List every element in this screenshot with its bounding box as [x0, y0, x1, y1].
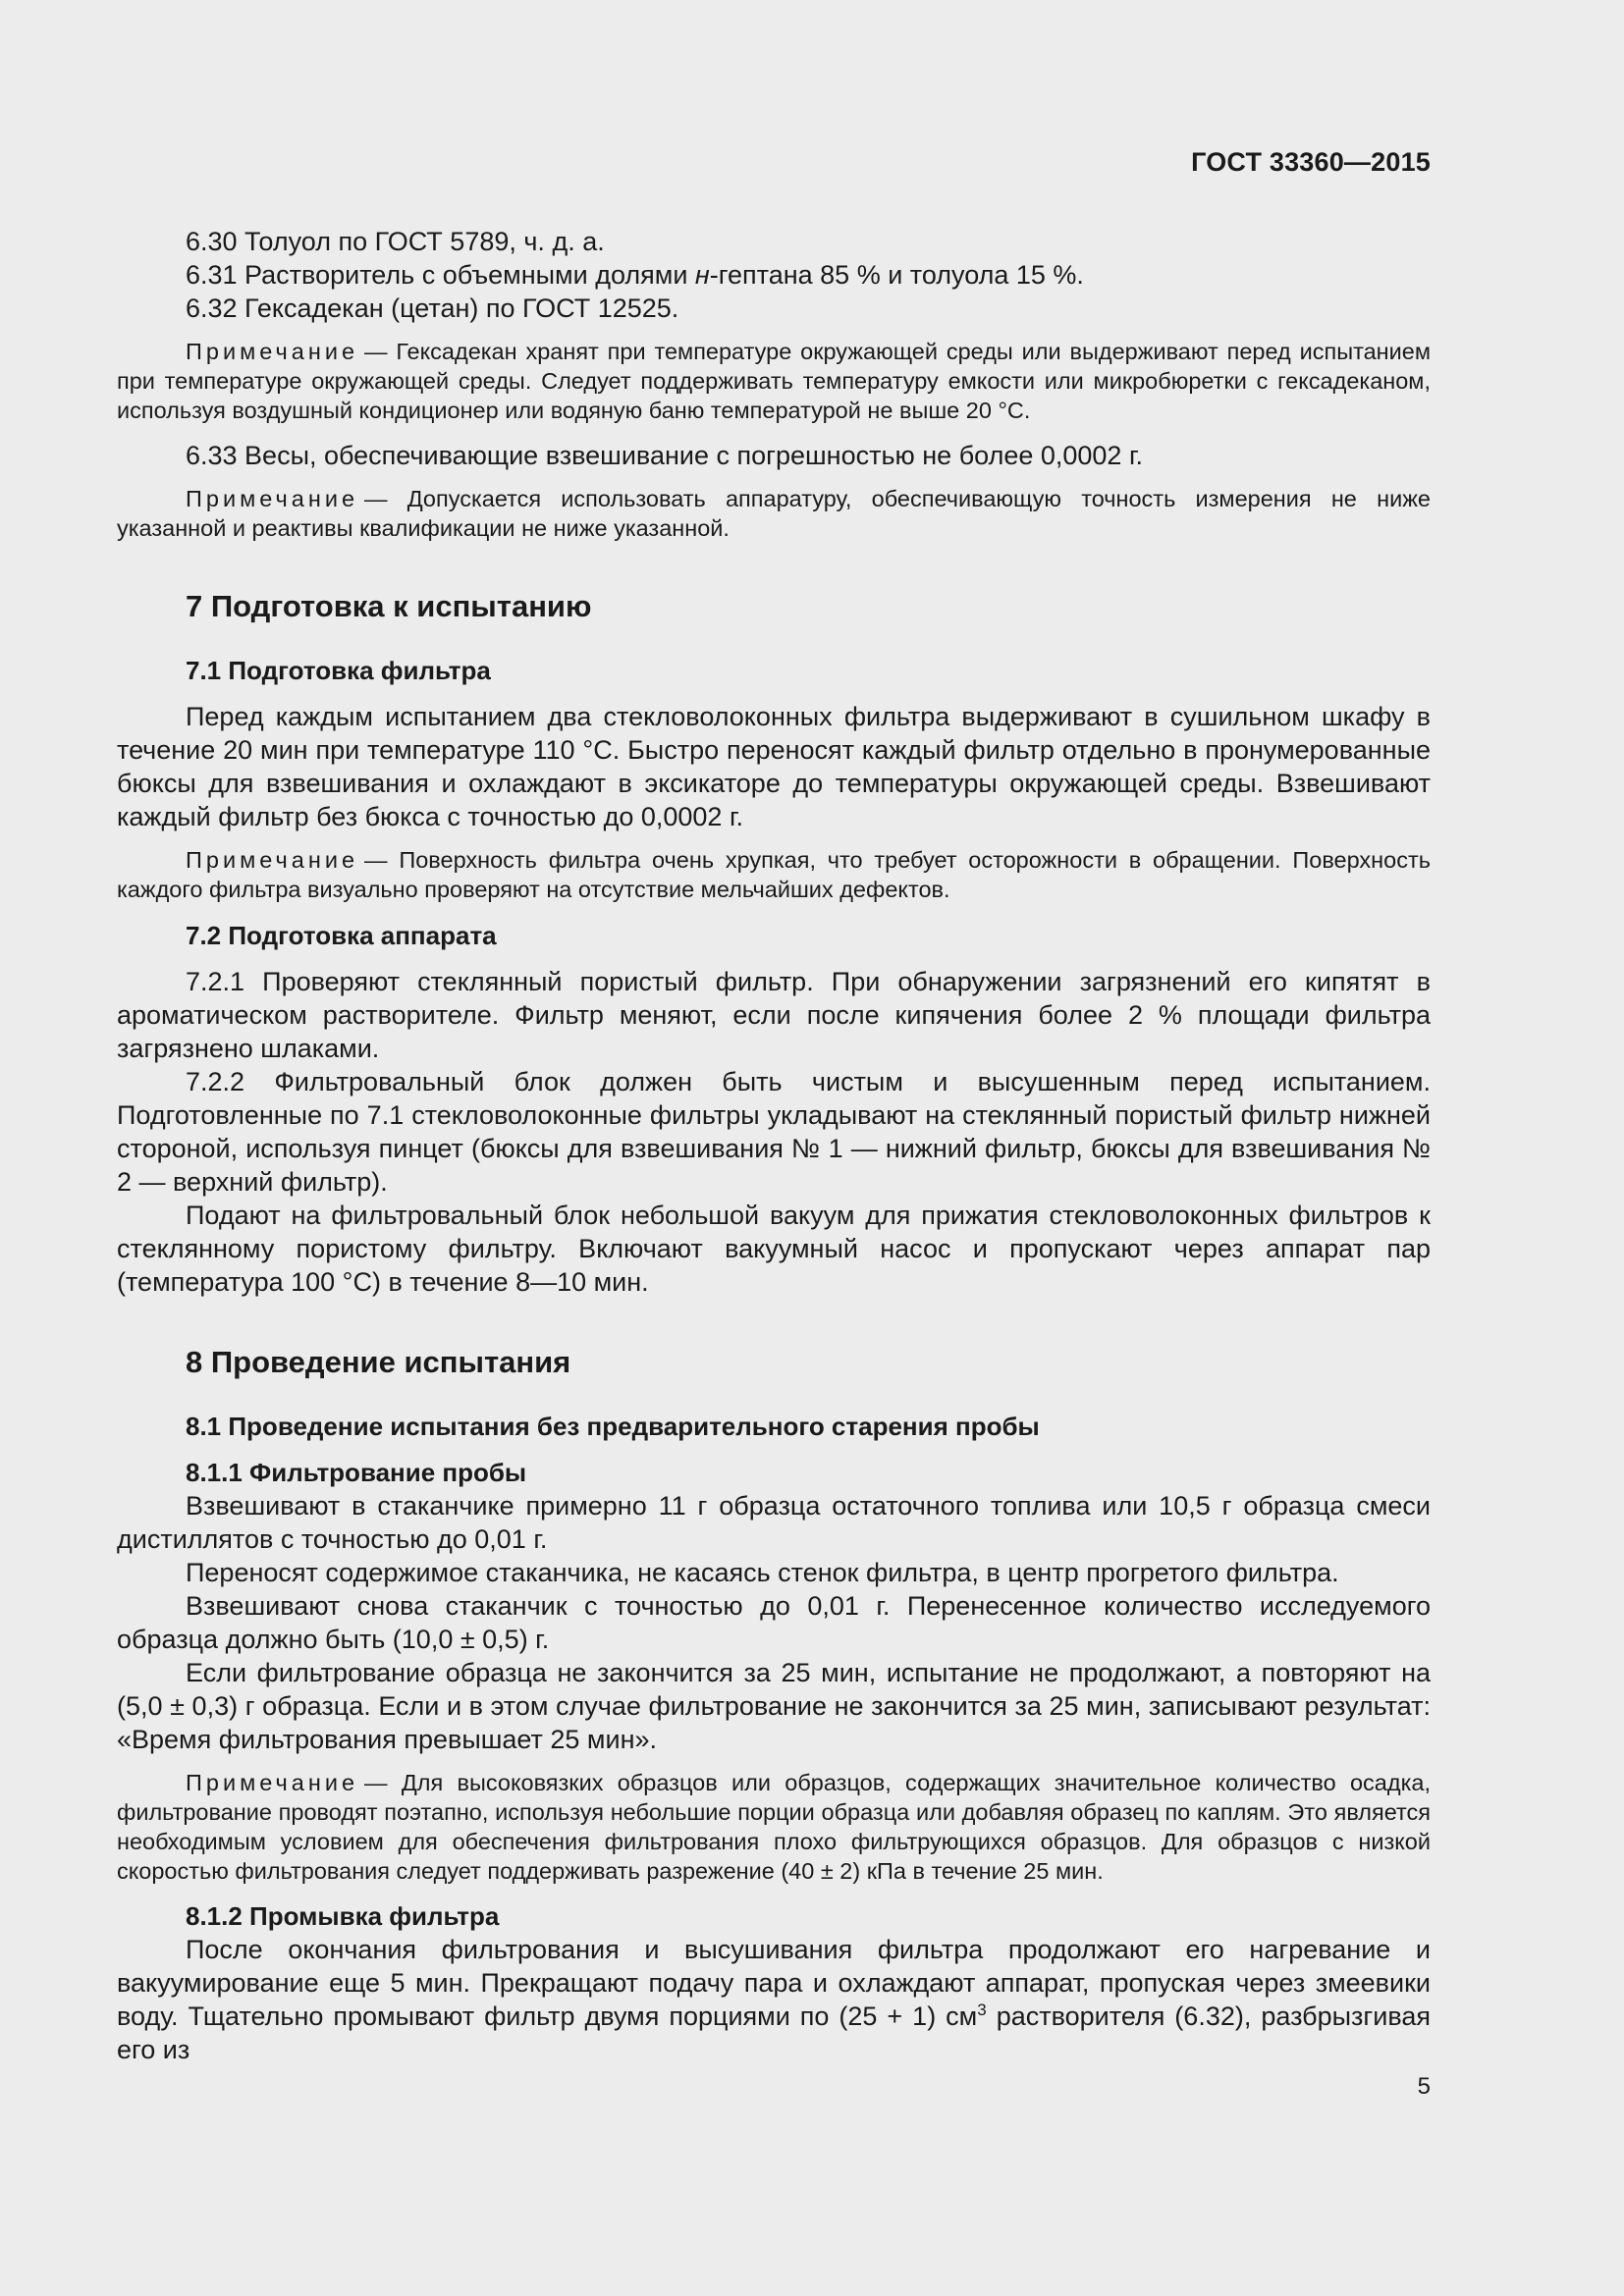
- note-text: — Для высоковязких образцов или образцов, содержащих значительное количество осадка, фильтрование проводят поэтапно, используя небольшие порции образца или добавляя образец по каплям. Это является необходимым условием для обеспечения фильтрования плохо фильтрующихся образцов. Для образцов с низкой скоростью фильтрования следует поддерживать разрежение (40 ± 2) кПа в течение 25 мин.: [117, 1770, 1431, 1884]
- section-8-1-1-heading: 8.1.1 Фильтрование пробы: [186, 1458, 527, 1487]
- note-viscous-samples: [117, 1768, 1431, 1886]
- section-7-heading: 7 Подготовка к испытанию: [186, 589, 592, 623]
- note-text: — Поверхность фильтра очень хрупкая, что требует осторожности в обращении. Поверхность каждого фильтра визуально проверяют на отсутствие мельчайших дефектов.: [117, 847, 1431, 902]
- page-content: [117, 225, 1431, 2066]
- note-label: Примечание: [186, 486, 359, 511]
- section-7-2-2-text-continued: Подают на фильтровальный блок небольшой вакуум для прижатия стекловолоконных фильтров к стеклянному пористому фильтру. Включают вакуумный насос и пропускают через аппарат пар (температура 100 °C) в течение 8—10 мин.: [117, 1201, 1431, 1297]
- note-label: Примечание: [186, 339, 359, 364]
- item-6-31-italic-n: н: [694, 260, 710, 290]
- section-8-heading: 8 Проведение испытания: [186, 1345, 571, 1379]
- item-6-31-text-c: -гептана 85 % и толуола 15 %.: [709, 260, 1084, 290]
- superscript-3: 3: [977, 2001, 987, 2019]
- section-7-2-2-text: 7.2.2 Фильтровальный блок должен быть чистым и высушенным перед испытанием. Подготовленные по 7.1 стекловолоконные фильтры укладывают на стеклянный пористый фильтр нижней стороной, используя пинцет (бюксы для взвешивания № 1 — нижний фильтр, бюксы для взвешивания № 2 — верхний фильтр).: [117, 1067, 1431, 1197]
- note-apparatus: [117, 484, 1431, 543]
- section-7-2-1-text: 7.2.1 Проверяют стеклянный пористый фильтр. При обнаружении загрязнений его кипятят в ароматическом растворителе. Фильтр меняют, если после кипячения более 2 % площади фильтра загрязнено шлаками.: [117, 967, 1431, 1063]
- section-8-1-2-text-a: После окончания фильтрования и высушивания фильтра продолжают его нагревание и вакуумирование еще 5 мин. Прекращают подачу пара и охлаждают аппарат, пропуская через змеевики воду. Тщательно промывают фильтр двумя порциями по (25 + 1) см: [117, 1935, 1431, 2031]
- section-8-1-2-text-b: растворителя (6.32), разбрызгивая его из: [117, 2002, 1432, 2064]
- item-6-31-text-a: 6.31 Растворитель с объемными долями: [186, 260, 695, 290]
- item-6-31: [117, 258, 1431, 292]
- note-hexadecane: [117, 337, 1431, 425]
- section-8-1-1-text-4: Если фильтрование образца не закончится за 25 мин, испытание не продолжают, а повторяют на (5,0 ± 0,3) г образца. Если и в этом случае фильтрование не закончится за 25 мин, записывают результат: «Время фильтрования превышает 25 мин».: [117, 1658, 1431, 1754]
- section-8-1-2-heading: 8.1.2 Промывка фильтра: [186, 1901, 500, 1931]
- section-7-1-text: Перед каждым испытанием два стекловолоконных фильтра выдерживают в сушильном шкафу в течение 20 мин при температуре 110 °C. Быстро переносят каждый фильтр отдельно в пронумерованные бюксы для взвешивания и охлаждают в эксикаторе до температуры окружающей среды. Взвешивают каждый фильтр без бюкса с точностью до 0,0002 г.: [117, 702, 1431, 831]
- note-text: — Допускается использовать аппаратуру, обеспечивающую точность измерения не ниже указанной и реактивы квалификации не ниже указанной.: [117, 486, 1431, 541]
- item-6-30: 6.30 Толуол по ГОСТ 5789, ч. д. а.: [186, 227, 605, 256]
- document-code: ГОСТ 33360—2015: [1191, 147, 1431, 177]
- section-8-1-heading: 8.1 Проведение испытания без предварительного старения пробы: [186, 1412, 1040, 1441]
- note-filter-surface: [117, 845, 1431, 904]
- note-label: Примечание: [186, 1770, 359, 1795]
- section-8-1-1-text-1: Взвешивают в стаканчике примерно 11 г образца остаточного топлива или 10,5 г образца смеси дистиллятов с точностью до 0,01 г.: [117, 1491, 1431, 1554]
- item-6-33: 6.33 Весы, обеспечивающие взвешивание с погрешностью не более 0,0002 г.: [186, 441, 1144, 470]
- page-number: 5: [1417, 2073, 1431, 2100]
- section-8-1-2-text: [117, 1933, 1431, 2066]
- section-8-1-1-text-2: Переносят содержимое стаканчика, не касаясь стенок фильтра, в центр прогретого фильтра.: [186, 1558, 1339, 1587]
- section-8-1-1-text-3: Взвешивают снова стаканчик с точностью до 0,01 г. Перенесенное количество исследуемого образца должно быть (10,0 ± 0,5) г.: [117, 1591, 1431, 1654]
- section-7-2-heading: 7.2 Подготовка аппарата: [186, 921, 497, 950]
- section-7-1-heading: 7.1 Подготовка фильтра: [186, 656, 491, 685]
- note-text: — Гексадекан хранят при температуре окружающей среды или выдерживают перед испытанием при температуре окружающей среды. Следует поддерживать температуру емкости или микробюретки с гексадеканом, используя воздушный кондиционер или водяную баню температурой не выше 20 °C.: [117, 339, 1431, 423]
- note-label: Примечание: [186, 847, 359, 873]
- item-6-32: 6.32 Гексадекан (цетан) по ГОСТ 12525.: [186, 294, 679, 323]
